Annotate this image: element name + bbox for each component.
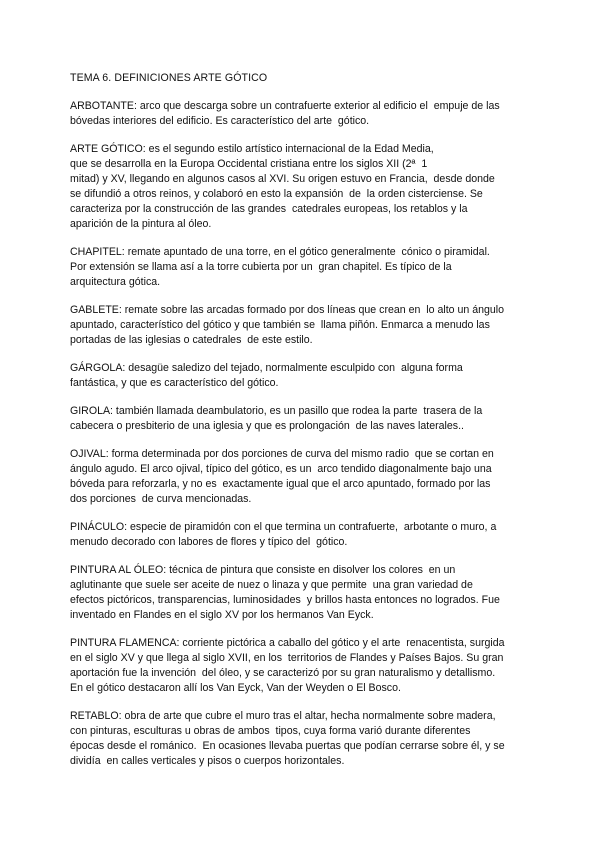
- definition-line: fantástica, y que es característico del gótico.: [70, 377, 279, 389]
- definition-line: PINTURA FLAMENCA: corriente pictórica a caballo del gótico y el arte renacentista, surgida: [70, 637, 505, 649]
- definition-entry: [70, 99, 530, 129]
- definition-line: mitad) y XV, llegando en algunos casos al XVI. Su origen estuvo en Francia, desde donde: [70, 173, 495, 185]
- definition-line: aportación fue la invención del óleo, y se caracterizó por su gran naturalismo y detallismo.: [70, 667, 496, 679]
- definition-line: CHAPITEL: remate apuntado de una torre, en el gótico generalmente cónico o piramidal.: [70, 246, 490, 258]
- definition-line: arquitectura gótica.: [70, 276, 161, 288]
- definition-line: PINÁCULO: especie de piramidón con el que termina un contrafuerte, arbotante o muro, a: [70, 521, 497, 533]
- definition-line: caracteriza por la construcción de las grandes catedrales europeas, los retablos y la: [70, 203, 468, 215]
- definition-line: cabecera o presbiterio de una iglesia y que es prolongación de las naves laterales..: [70, 420, 464, 432]
- definition-line: con pinturas, esculturas u obras de ambos tipos, cuya forma varió durante diferentes: [70, 725, 471, 737]
- definition-line: dividía en calles verticales y pisos o cuerpos horizontales.: [70, 755, 345, 767]
- definition-line: ARBOTANTE: arco que descarga sobre un contrafuerte exterior al edificio el empuje de las: [70, 100, 500, 112]
- definition-line: En el gótico destacaron allí los Van Eyck, Van der Weyden o El Bosco.: [70, 682, 401, 694]
- definition-line: se difundió a otros reinos, y colaboró en esto la expansión de la orden cisterciense. Se: [70, 188, 483, 200]
- definition-line: menudo decorado con labores de flores y típico del gótico.: [70, 536, 348, 548]
- definition-line: apuntado, característico del gótico y que también se llama piñón. Enmarca a menudo las: [70, 319, 490, 331]
- definition-entry: [70, 636, 530, 696]
- definition-line: GABLETE: remate sobre las arcadas formado por dos líneas que crean en lo alto un ángulo: [70, 304, 505, 316]
- definition-line: épocas desde el románico. En ocasiones llevaba puertas que podían cerrarse sobre él, y se: [70, 740, 505, 752]
- definition-line: PINTURA AL ÓLEO: técnica de pintura que consiste en disolver los colores en un: [70, 564, 456, 576]
- definition-entry: [70, 245, 530, 290]
- definition-line: portadas de las iglesias o catedrales de este estilo.: [70, 334, 313, 346]
- definition-line: bóvedas interiores del edificio. Es característico del arte gótico.: [70, 115, 370, 127]
- document-title: TEMA 6. DEFINICIONES ARTE GÓTICO: [70, 72, 268, 84]
- definition-entry: [70, 520, 530, 550]
- definition-line: ángulo agudo. El arco ojival, típico del gótico, es un arco tendido diagonalmente bajo una: [70, 463, 492, 475]
- definition-entry: [70, 404, 530, 434]
- definition-entry: [70, 709, 530, 769]
- definition-entry: [70, 361, 530, 391]
- definition-line: que se desarrolla en la Europa Occidental cristiana entre los siglos XII (2ª 1: [70, 158, 428, 170]
- definition-entry: [70, 142, 530, 232]
- definition-line: OJIVAL: forma determinada por dos porciones de curva del mismo radio que se cortan en: [70, 448, 494, 460]
- definition-line: bóveda para reforzarla, y no es exactamente igual que el arco apuntado, formado por las: [70, 478, 491, 490]
- definition-line: en el siglo XV y que llega al siglo XVII, en los territorios de Flandes y Países Bajos. Su gran: [70, 652, 504, 664]
- definition-line: efectos pictóricos, transparencias, luminosidades y brillos hasta entonces no logrados. Fue: [70, 594, 500, 606]
- definition-line: inventado en Flandes en el siglo XV por los hermanos Van Eyck.: [70, 609, 374, 621]
- definition-line: GÁRGOLA: desagüe saledizo del tejado, normalmente esculpido con alguna forma: [70, 362, 463, 374]
- definition-line: GIROLA: también llamada deambulatorio, es un pasillo que rodea la parte trasera de la: [70, 405, 483, 417]
- definition-line: ARTE GÓTICO: es el segundo estilo artístico internacional de la Edad Media,: [70, 143, 434, 155]
- definition-line: dos porciones de curva mencionadas.: [70, 493, 252, 505]
- definition-entry: [70, 447, 530, 507]
- definition-line: Por extensión se llama así a la torre cubierta por un gran chapitel. Es típico de la: [70, 261, 452, 273]
- definition-entry: [70, 303, 530, 348]
- definition-line: aglutinante que suele ser aceite de nuez o linaza y que permite una gran variedad de: [70, 579, 473, 591]
- definition-line: RETABLO: obra de arte que cubre el muro tras el altar, hecha normalmente sobre madera,: [70, 710, 496, 722]
- definition-entry: [70, 563, 530, 623]
- definitions-list: [70, 99, 530, 769]
- definition-line: aparición de la pintura al óleo.: [70, 218, 212, 230]
